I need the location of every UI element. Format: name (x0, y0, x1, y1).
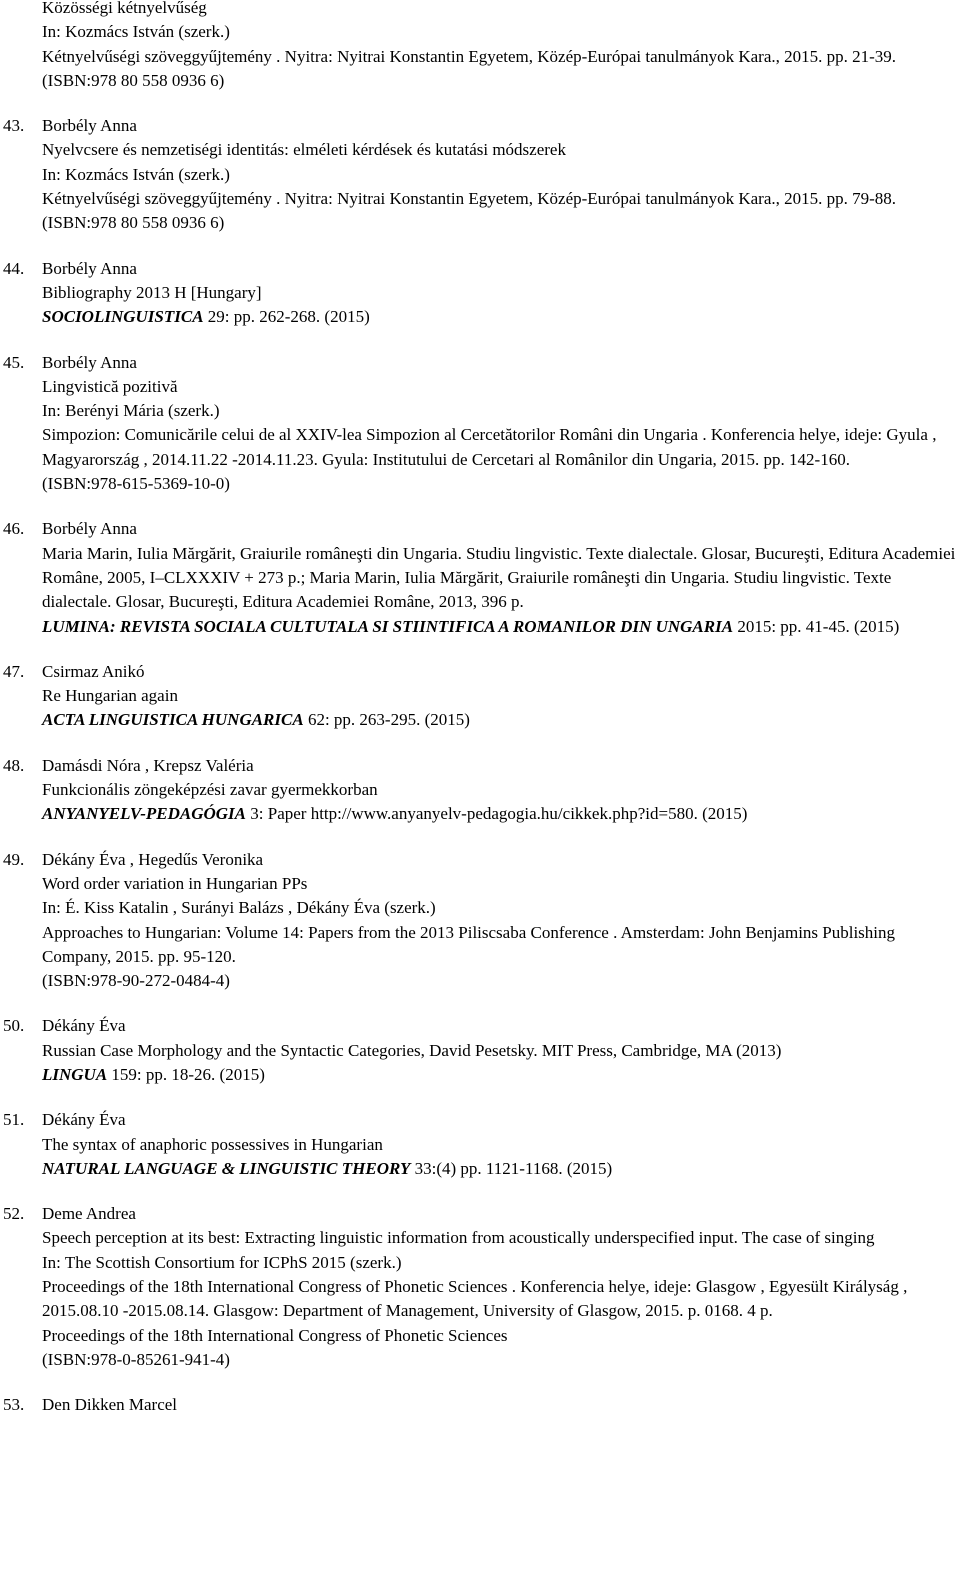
entry-title: Bibliography 2013 H [Hungary] (42, 282, 262, 302)
list-item (0, 660, 960, 733)
entry-number: 47. (3, 661, 25, 681)
entry-journal-line (42, 802, 956, 826)
entry-number: 49. (3, 849, 25, 869)
entry-author: Dékány Éva (42, 1016, 126, 1036)
entry-journal-line (42, 1063, 956, 1087)
entry-title: Nyelvcsere és nemzetiségi identitás: elméleti kérdések és kutatási módszerek (42, 140, 566, 160)
entry-number: 48. (3, 755, 25, 775)
list-item (0, 257, 960, 330)
entry-author: Borbély Anna (42, 519, 137, 539)
entry-number: 44. (3, 258, 25, 278)
entry-number: 53. (3, 1395, 25, 1415)
list-item (0, 848, 960, 994)
journal-details: 62: pp. 263-295. (2015) (303, 710, 470, 730)
journal-name: SOCIOLINGUISTICA (42, 307, 204, 327)
entry-journal-line (42, 615, 956, 639)
entry-number: 52. (3, 1204, 25, 1224)
entry-author: Borbély Anna (42, 116, 137, 136)
entry-author: Damásdi Nóra , Krepsz Valéria (42, 755, 254, 775)
entry-number: 50. (3, 1016, 25, 1036)
entry-title: Maria Marin, Iulia Mărgărit, Graiurile româneşti din Ungaria. Studiu lingvistic. Texte dialectale. Glosar, Bucureşti, Editura Academiei Române, 2005, I–CLXXXIV + 273 p.; Maria Marin, Iulia Mărgărit, Graiurile româneşti din Ungaria. Studiu lingvistic. Texte dialectale. Glosar, Bucureşti, Editura Academiei Române, 2013, 396 p. (42, 543, 956, 612)
entry-continuation (0, 0, 960, 93)
entry-source: Kétnyelvűségi szöveggyűjtemény . Nyitra: Nyitrai Konstantin Egyetem, Közép-Európai tanulmányok Kara., 2015. pp. 21-39. (42, 46, 897, 66)
entry-number: 43. (3, 116, 25, 136)
journal-details: 2015: pp. 41-45. (2015) (733, 616, 900, 636)
entry-source: Approaches to Hungarian: Volume 14: Papers from the 2013 Piliscsaba Conference . Amsterdam: John Benjamins Publishing Company, 2015. pp. 95-120. (42, 922, 896, 966)
list-item (0, 754, 960, 827)
entry-title: Funkcionális zöngeképzési zavar gyermekkorban (42, 780, 378, 800)
entry-title: Speech perception at its best: Extracting linguistic information from acoustically underspecified input. The case of singing (42, 1228, 875, 1248)
entry-editor: In: É. Kiss Katalin , Surányi Balázs , Dékány Éva (szerk.) (42, 898, 436, 918)
entry-title: Russian Case Morphology and the Syntactic Categories, David Pesetsky. MIT Press, Cambridge, MA (2013) (42, 1040, 782, 1060)
entry-author: Dékány Éva (42, 1110, 126, 1130)
entry-isbn: (ISBN:978-615-5369-10-0) (42, 474, 230, 494)
journal-name: ANYANYELV-PEDAGÓGIA (42, 804, 247, 824)
entry-source: Proceedings of the 18th International Congress of Phonetic Sciences . Konferencia helye, ideje: Glasgow , Egyesült Királyság , 2015.08.10 -2015.08.14. Glasgow: Department of Management, University of Glasgow, 2015. p. 0168. 4 p. (42, 1277, 908, 1321)
entry-author: Den Dikken Marcel (42, 1395, 178, 1415)
journal-details: 3: Paper http://www.anyanyelv-pedagogia.hu/cikkek.php?id=580. (2015) (246, 804, 748, 824)
journal-details: 33:(4) pp. 1121-1168. (2015) (410, 1158, 613, 1178)
journal-name: ACTA LINGUISTICA HUNGARICA (42, 710, 304, 730)
list-item (0, 351, 960, 497)
entry-author: Borbély Anna (42, 352, 137, 372)
entry-journal-line (42, 305, 956, 329)
journal-details: 159: pp. 18-26. (2015) (107, 1064, 265, 1084)
entry-author: Borbély Anna (42, 258, 137, 278)
list-item (0, 1108, 960, 1181)
entry-editor: In: Berényi Mária (szerk.) (42, 401, 220, 421)
entry-author: Deme Andrea (42, 1204, 136, 1224)
entry-title: Re Hungarian again (42, 686, 178, 706)
list-item (0, 114, 960, 235)
entry-editor: In: The Scottish Consortium for ICPhS 2015 (szerk.) (42, 1252, 402, 1272)
entry-source: Simpozion: Comunicările celui de al XXIV-lea Simpozion al Cercetătorilor Români din Ungaria . Konferencia helye, ideje: Gyula , Magyarország , 2014.11.22 -2014.11.23. Gyula: Institutului de Cercetari al Românilor din Ungaria, 2015. pp. 142-160. (42, 425, 937, 469)
entry-author: Dékány Éva , Hegedűs Veronika (42, 849, 264, 869)
entry-journal-line (42, 1157, 956, 1181)
entry-isbn: (ISBN:978-0-85261-941-4) (42, 1349, 230, 1369)
journal-details: 29: pp. 262-268. (2015) (203, 307, 370, 327)
entry-series: Proceedings of the 18th International Congress of Phonetic Sciences (42, 1325, 508, 1345)
entry-author: Csirmaz Anikó (42, 661, 145, 681)
entry-title: The syntax of anaphoric possessives in Hungarian (42, 1134, 383, 1154)
entry-title: Közösségi kétnyelvűség (42, 0, 207, 17)
list-item (0, 1393, 960, 1417)
entry-isbn: (ISBN:978 80 558 0936 6) (42, 70, 225, 90)
entry-title: Lingvistică pozitivă (42, 376, 178, 396)
entry-editor: In: Kozmács István (szerk.) (42, 22, 230, 42)
entry-number: 45. (3, 352, 25, 372)
entry-journal-line (42, 708, 956, 732)
list-item (0, 1202, 960, 1372)
entry-number: 51. (3, 1110, 25, 1130)
entry-source: Kétnyelvűségi szöveggyűjtemény . Nyitra: Nyitrai Konstantin Egyetem, Közép-Európai tanulmányok Kara., 2015. pp. 79-88. (42, 189, 897, 209)
entry-title: Word order variation in Hungarian PPs (42, 873, 308, 893)
journal-name: NATURAL LANGUAGE & LINGUISTIC THEORY (42, 1158, 411, 1178)
journal-name: LUMINA: REVISTA SOCIALA CULTUTALA SI STIINTIFICA A ROMANILOR DIN UNGARIA (42, 616, 734, 636)
entry-isbn: (ISBN:978-90-272-0484-4) (42, 971, 230, 991)
entry-isbn: (ISBN:978 80 558 0936 6) (42, 213, 225, 233)
entry-number: 46. (3, 519, 25, 539)
journal-name: LINGUA (42, 1064, 108, 1084)
list-item (0, 517, 960, 638)
list-item (0, 1014, 960, 1087)
entry-editor: In: Kozmács István (szerk.) (42, 164, 230, 184)
